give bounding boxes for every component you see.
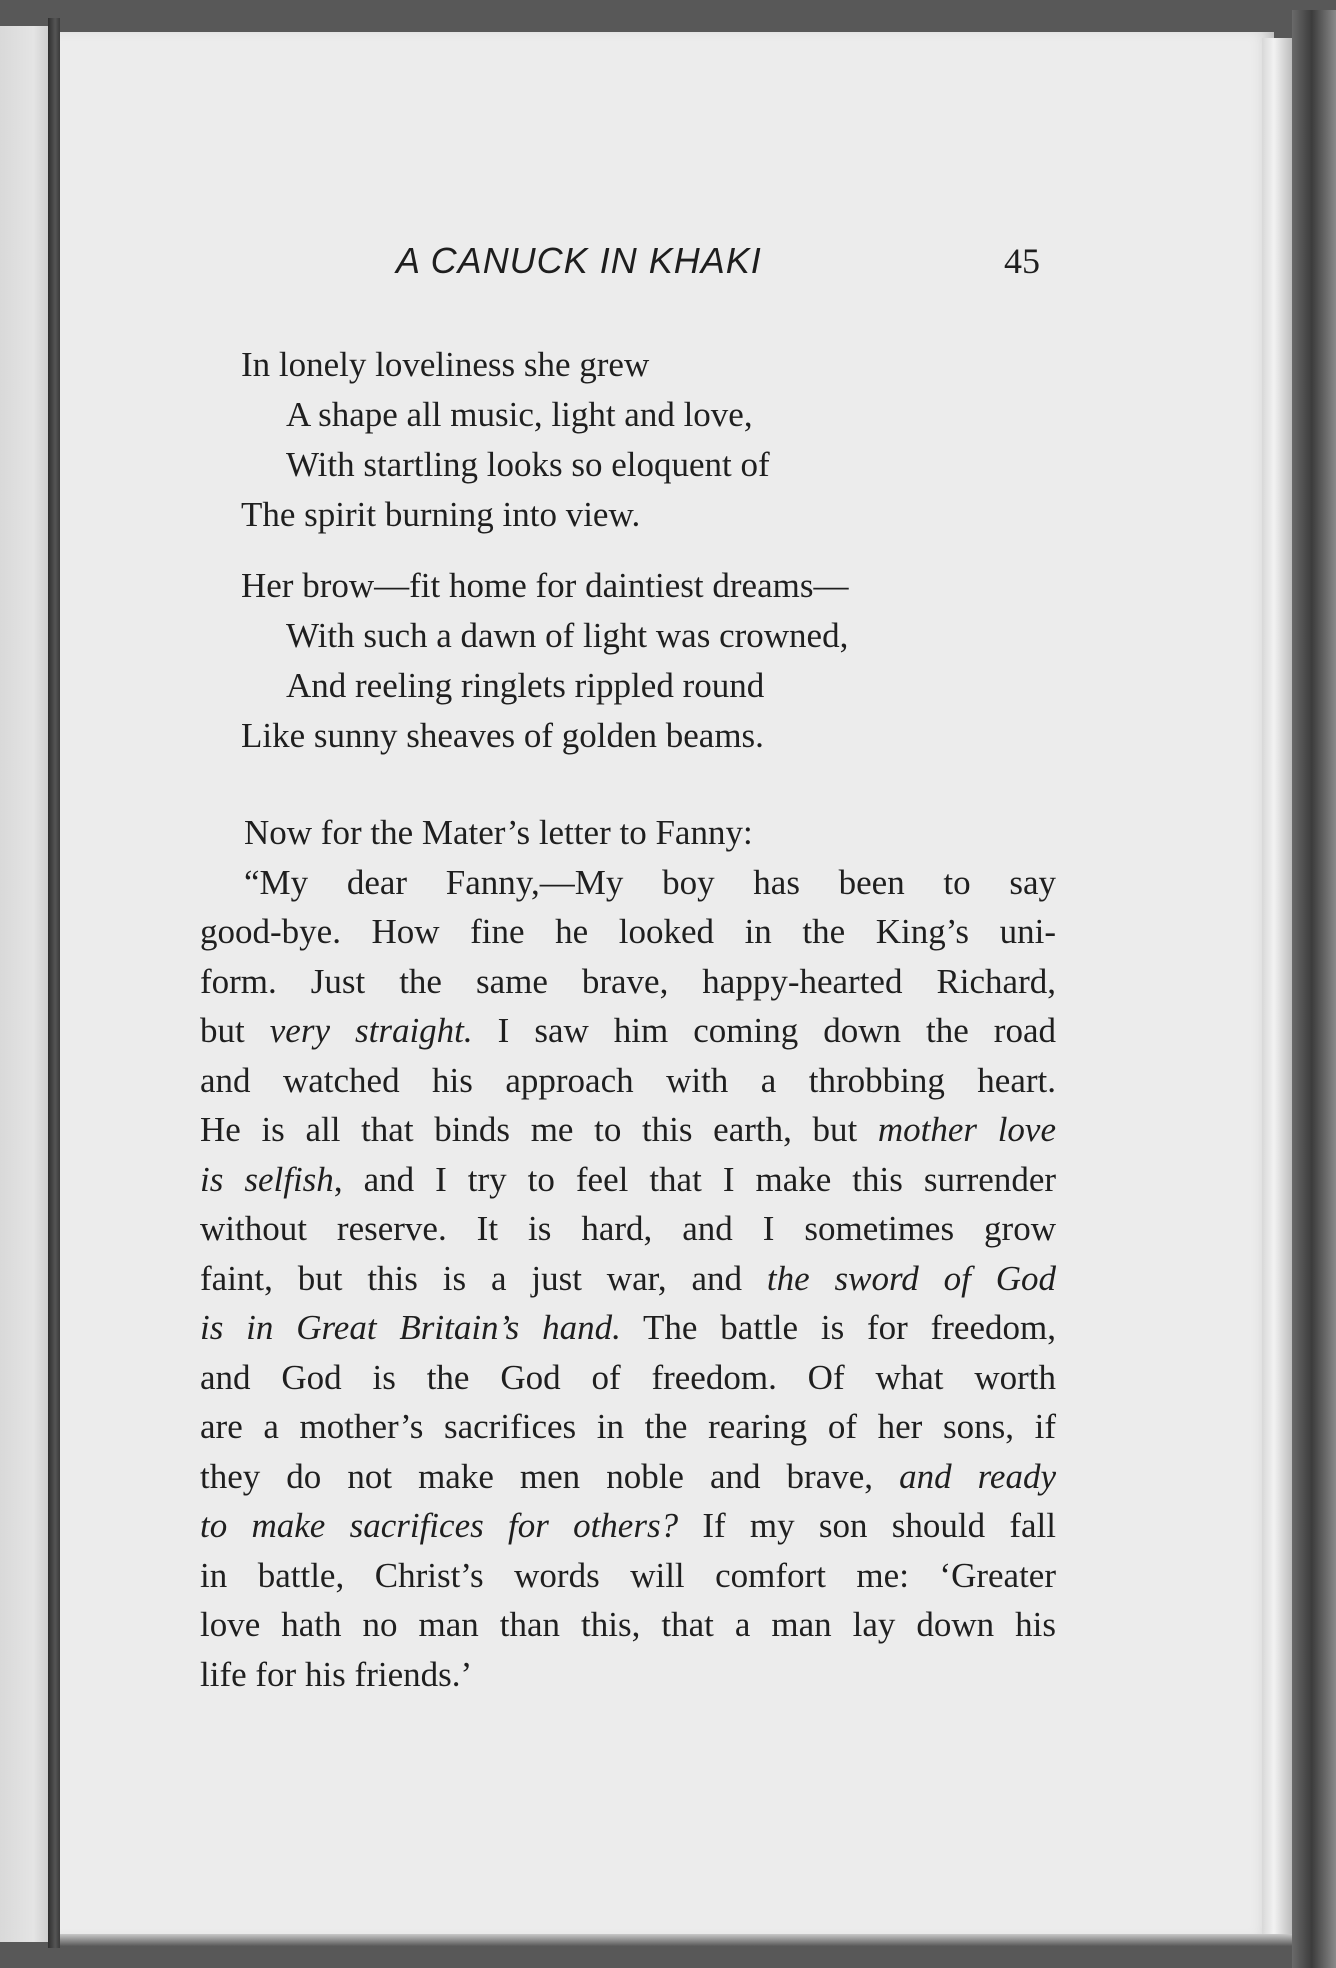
text-run: If my son should fall bbox=[678, 1506, 1056, 1545]
italic-text: the sword of God bbox=[766, 1258, 1057, 1298]
letter-line: are a mother’s sacrifices in the rearing of her sons, if bbox=[200, 1407, 1056, 1446]
letter-body bbox=[200, 808, 1056, 1699]
intro-line: Now for the Mater’s letter to Fanny: bbox=[244, 813, 753, 852]
verse-line: And reeling ringlets rippled round bbox=[286, 666, 765, 705]
letter-line bbox=[200, 1452, 1056, 1502]
letter-line bbox=[200, 1254, 1056, 1304]
letter-line bbox=[200, 1501, 1056, 1551]
verse-line: A shape all music, light and love, bbox=[286, 395, 753, 434]
italic-text: very straight. bbox=[269, 1011, 473, 1050]
facing-page-edge bbox=[0, 26, 48, 1942]
verse-line: In lonely loveliness she grew bbox=[241, 345, 650, 384]
poem-stanza-2 bbox=[241, 561, 1141, 761]
italic-text: mother love bbox=[877, 1110, 1056, 1149]
page-stack-edge bbox=[1262, 38, 1292, 1938]
letter-line: love hath no man than this, that a man lay down his bbox=[200, 1605, 1056, 1644]
letter-line bbox=[200, 1155, 1056, 1205]
letter-line: in battle, Christ’s words will comfort me: ‘Greater bbox=[200, 1555, 1056, 1595]
book-gutter bbox=[48, 18, 60, 1948]
letter-line bbox=[200, 1105, 1056, 1155]
poem-stanza-1 bbox=[241, 340, 1141, 540]
running-title: A CANUCK IN KHAKI bbox=[396, 240, 762, 281]
italic-text: and ready bbox=[899, 1456, 1056, 1496]
letter-line: without reserve. It is hard, and I sometimes grow bbox=[200, 1209, 1056, 1248]
letter-line: good-bye. How fine he looked in the King’s uni- bbox=[200, 912, 1056, 951]
text-run: faint, but this is a just war, and bbox=[200, 1258, 767, 1298]
verse-line: Like sunny sheaves of golden beams. bbox=[241, 716, 764, 755]
text-run: The battle is for freedom, bbox=[620, 1308, 1056, 1347]
italic-text: is selfish bbox=[200, 1159, 334, 1199]
italic-text: to make sacrifices for others? bbox=[200, 1506, 679, 1545]
text-run: they do not make men noble and brave, bbox=[200, 1456, 900, 1496]
page-number: 45 bbox=[1004, 241, 1040, 281]
letter-line: life for his friends.’ bbox=[200, 1654, 473, 1694]
verse-line: With such a dawn of light was crowned, bbox=[286, 616, 849, 655]
italic-text: is in Great Britain’s hand. bbox=[200, 1308, 621, 1347]
verse-line: Her brow—fit home for daintiest dreams— bbox=[241, 566, 849, 605]
text-run: , and I try to feel that I make this surrender bbox=[333, 1159, 1057, 1199]
text-run: but bbox=[200, 1011, 270, 1050]
page-bottom-shadow bbox=[60, 1934, 1292, 1946]
letter-line bbox=[200, 1303, 1056, 1353]
letter-line bbox=[200, 1006, 1056, 1056]
verse-line: The spirit burning into view. bbox=[241, 495, 641, 534]
book-cover-edge bbox=[1292, 10, 1336, 1968]
letter-line: “My dear Fanny,—My boy has been to say bbox=[244, 862, 1056, 902]
text-run: He is all that binds me to this earth, but bbox=[200, 1110, 878, 1149]
letter-line: form. Just the same brave, happy-hearted Richard, bbox=[200, 961, 1056, 1001]
letter-line: and God is the God of freedom. Of what worth bbox=[200, 1357, 1056, 1397]
verse-line: With startling looks so eloquent of bbox=[286, 445, 770, 484]
running-header bbox=[396, 240, 1056, 286]
letter-line: and watched his approach with a throbbing heart. bbox=[200, 1060, 1056, 1100]
text-run: I saw him coming down the road bbox=[472, 1011, 1056, 1050]
